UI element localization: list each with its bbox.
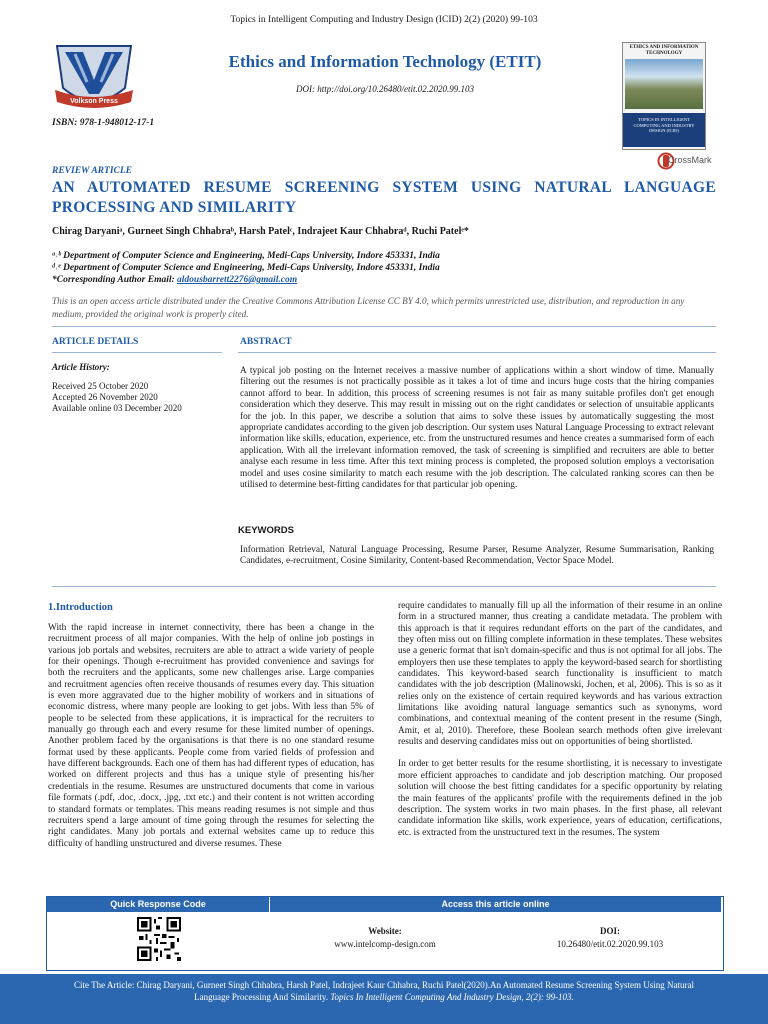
website-label: Website: bbox=[368, 926, 402, 936]
divider bbox=[52, 326, 716, 327]
author-list: Chirag Daryaniᵃ, Gurneet Singh Chhabraᵇ, Harsh Patelᶜ, Indrajeet Kaur Chhabraᵈ, Ruchi Patelᵉ* bbox=[52, 226, 469, 237]
doi-value[interactable]: 10.26480/etit.02.2020.99.103 bbox=[556, 939, 664, 949]
corresponding-label: *Corresponding Author Email: bbox=[52, 275, 178, 285]
journal-cover bbox=[622, 42, 706, 150]
access-heading: Access this article online bbox=[270, 897, 721, 912]
citation-italic: Topics In Intelligent Computing And Industry Design, 2(2): 99-103. bbox=[330, 991, 574, 1002]
online-date: Available online 03 December 2020 bbox=[52, 403, 182, 413]
divider bbox=[238, 352, 716, 353]
cover-title: ETHICS AND INFORMATION TECHNOLOGY bbox=[629, 45, 699, 56]
paragraph: require candidates to manually fill up all the information of their resume in an online form in a structured manner, thus creating a candidate metadata. The problem with this approach is that it requires redundant efforts on the part of the candidates, and they often miss out on filling complete information in these templates. These websites use a generic format that isn't domain-specific and thus is not optimal for all jobs. The employers then use these templates to apply the keyword-based search for shortlisting candidates. This keyword-based search functionality is insufficient to match candidates with the job description (Malinowski, Jochen, et al, 2006). This is so as it relies only on the existence of certain required keywords and has various extraction limitations like avoiding natural language semantics such as synonyms, word combinations, and contextual meaning of the content present in the resume (Singh, Amit, et al, 2010). Therefore, these Boolean search methods often give irrelevant results and deserving candidates miss out on opportunities of being shortlisted. bbox=[398, 601, 722, 748]
abstract-text: A typical job posting on the Internet receives a massive number of applications within a short window of time. Manually filtering out the resumes is not practically possible as it takes a lot of time and incurs huge costs that the hiring companies cannot afford to bear. In addition, this process of screening resumes is not fair as many suitable profiles don't get enough consideration which they deserve. This may result in missing out on the right candidates or selection of unsuitable applicants for the job. In this paper, we describe a solution that aims to solve these issues by automatically suggesting the most appropriate candidates according to the given job description. Our system uses Natural Language Processing to extract relevant information like skills, education, experience, etc. from the unstructured resumes and hence creates a summarised form of each application. With all the irrelevant information removed, the task of screening is simplified and recruiters are able to better analyse each resume in less time. After this text mining process is completed, the proposed solution employs a vectorisation model and uses cosine similarity to match each resume with the job description. The calculated ranking scores can then be utilised to determine best-fitting candidates for that particular job opening. bbox=[240, 366, 714, 491]
paper-title: AN AUTOMATED RESUME SCREENING SYSTEM USING NATURAL LANGUAGE PROCESSING AND SIMILARITY bbox=[52, 179, 716, 216]
journal-title: Ethics and Information Technology (ETIT) bbox=[228, 52, 542, 71]
cover-photo bbox=[625, 59, 703, 109]
qr-heading: Quick Response Code bbox=[47, 897, 269, 912]
corresponding-author bbox=[52, 275, 297, 285]
doi-label: DOI: bbox=[600, 926, 620, 936]
doi-line[interactable]: DOI: http://doi.org/10.26480/etit.02.2020.99.103 bbox=[296, 84, 474, 94]
citation-plain: Cite The Article: Chirag Daryani, Gurneet Singh Chhabra, Harsh Patel, Indrajeet Kaur Chhabra, Ruchi Patel(2020).An Automated Resume Screening System Using Natural Language Processing And Similarity. bbox=[74, 980, 694, 1002]
crossmark-label: CrossMark bbox=[668, 155, 712, 165]
body-column-right bbox=[398, 601, 722, 839]
logo-text: Volkson Press bbox=[70, 98, 118, 105]
affiliation-1: ᵃ˒ᵇ Department of Computer Science and Engineering, Medi-Caps University, Indore 453331, India bbox=[52, 251, 440, 261]
received-date: Received 25 October 2020 bbox=[52, 381, 149, 391]
paragraph: In order to get better results for the resume shortlisting, it is necessary to investigate more efficient approaches to candidate and job description matching. Our proposed solution will choose the best fitting candidates for a specific opportunity by relating the main features of the applicants' profile with the requirements defined in the job description. The system works in two main phases. In the first phase, all relevant candidate information like skills, work experience, years of education, certifications, etc. is extracted from the unstructured text in the resumes. The system bbox=[398, 759, 722, 838]
website-link[interactable]: www.intelcomp-design.com bbox=[334, 939, 436, 949]
section-heading-introduction: 1.Introduction bbox=[48, 602, 113, 613]
license-note: This is an open access article distributed under the Creative Commons Attribution License CC BY 4.0, which permits unrestricted use, distribution, and reproduction in any medium, provided the original work is properly cited. bbox=[52, 296, 685, 319]
abstract-heading: ABSTRACT bbox=[240, 337, 292, 347]
citation-text bbox=[60, 980, 708, 1003]
keywords-heading: KEYWORDS bbox=[238, 525, 294, 536]
divider bbox=[52, 352, 222, 353]
article-type: REVIEW ARTICLE bbox=[52, 166, 132, 176]
article-history-heading: Article History: bbox=[52, 362, 110, 372]
accepted-date: Accepted 26 November 2020 bbox=[52, 392, 158, 402]
running-head: Topics in Intelligent Computing and Industry Design (ICID) 2(2) (2020) 99-103 bbox=[230, 14, 538, 25]
article-details-heading: ARTICLE DETAILS bbox=[52, 337, 139, 347]
keywords-text: Information Retrieval, Natural Language Processing, Resume Parser, Resume Analyzer, Resume Summarisation, Ranking Candidates, e-recruitment, Cosine Similarity, Content-based Recommendation, Vector Space Model. bbox=[240, 545, 714, 567]
affiliation-2: ᵈ˒ᵉ Department of Computer Science and Engineering, Medi-Caps University, Indore 453331, India bbox=[52, 263, 440, 273]
divider bbox=[52, 586, 716, 587]
qr-code-icon[interactable] bbox=[137, 917, 181, 961]
body-column-left: With the rapid increase in internet connectivity, there has been a change in the recruitment process of all major companies. With the help of online job postings in various job portals and websites, recruiters are able to attract a wide variety of people for their openings. Though e-recruitment has provided convenience and savings for both the recruiters and the applicants, some new challenges arise. Large companies and recruitment agencies often receive thousands of resumes every day. This situation is even more aggravated due to the higher mobility of workers and in situations of economic distress, where many people are looking to get jobs. With less than 5% of people to be selected from these applications, it is impractical for the recruiters to manually go through each and every resume for these limited number of openings. Another problem faced by the organisations is that there is no one standard resume format used by these applicants. People come from varied fields of profession and have different backgrounds. Each one of them has had different types of education, has worked on different projects and thus has a unique style of presenting his/her credentials in the resume. Resumes are unstructured documents that come in various file formats (.pdf, .doc, .docx, .jpg, .txt etc.) and their content is not written according to standard formats or templates. This means reading resumes is not simple and thus recruiters spend a large amount of time going through the resumes for selecting the right candidates. Many job portals and external websites came up to reduce this difficulty of handling unstructured and diverse resumes. These bbox=[48, 623, 374, 849]
publisher-logo-icon bbox=[53, 42, 135, 116]
cover-band-text: TOPICS IN INTELLIGENT COMPUTING AND INDUSTRY DESIGN (ICID) bbox=[633, 117, 695, 133]
email-link[interactable]: aldousbarrett2276@gmail.com bbox=[177, 275, 298, 285]
isbn: ISBN: 978-1-948012-17-1 bbox=[52, 118, 155, 128]
